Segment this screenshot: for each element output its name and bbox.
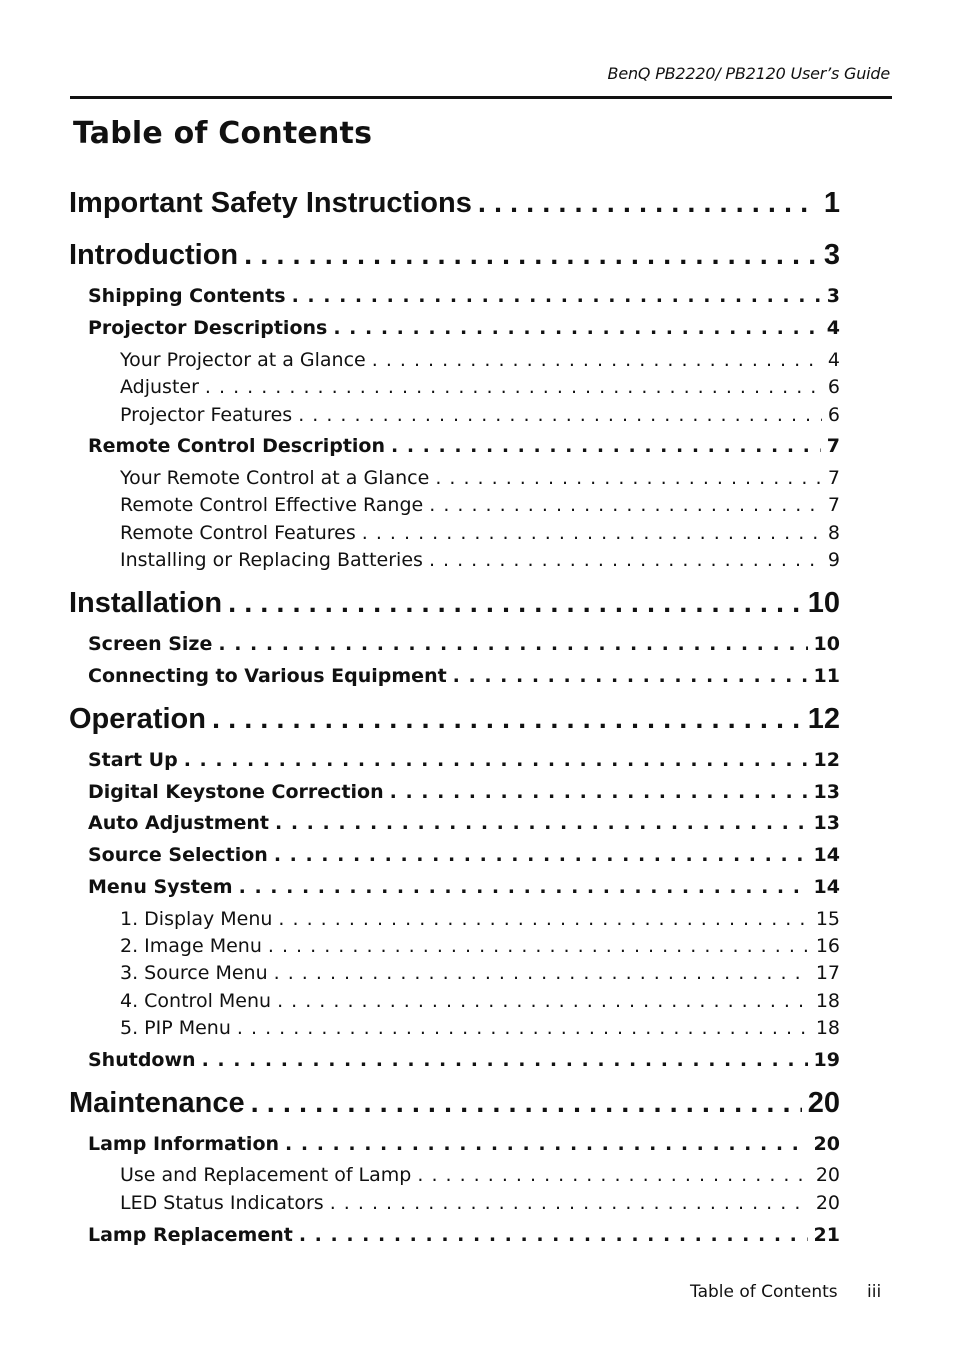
toc-entry-menu-system[interactable] <box>88 876 840 898</box>
toc-entry-operation[interactable] <box>69 703 840 736</box>
leader-dots <box>268 844 808 866</box>
toc-page: 9 <box>827 549 840 571</box>
toc-label: 3. Source Menu <box>120 962 268 984</box>
toc-page: 4 <box>827 349 840 371</box>
toc-label: Use and Replacement of Lamp <box>120 1164 412 1186</box>
toc-entry-shipping-contents[interactable] <box>88 285 840 307</box>
toc-page: 7 <box>826 435 840 457</box>
toc-entry-shutdown[interactable] <box>88 1049 840 1071</box>
toc-label: Menu System <box>88 876 233 898</box>
toc-entry-source-menu[interactable] <box>120 962 840 984</box>
leader-dots <box>178 749 808 771</box>
toc-label: 5. PIP Menu <box>120 1017 231 1039</box>
running-header: BenQ PB2220/ PB2120 User’s Guide <box>607 64 890 83</box>
toc-entry-adjuster[interactable] <box>120 376 840 398</box>
toc-page: 11 <box>813 665 840 687</box>
toc-page: 18 <box>815 1017 840 1039</box>
page-title: Table of Contents <box>73 116 373 151</box>
leader-dots <box>268 962 810 984</box>
toc-entry-projector-descriptions[interactable] <box>88 317 840 339</box>
toc-page: 15 <box>815 908 840 930</box>
toc-label: Maintenance <box>69 1087 245 1119</box>
toc-label: Introduction <box>69 239 239 271</box>
leader-dots <box>279 1133 808 1155</box>
leader-dots <box>271 990 810 1012</box>
toc-label: Remote Control Effective Range <box>120 494 424 516</box>
toc-entry-auto-adjustment[interactable] <box>88 812 840 834</box>
toc-entry-projector-at-glance[interactable] <box>120 349 840 371</box>
leader-dots <box>196 1049 808 1071</box>
leader-dots <box>286 285 821 307</box>
toc-entry-start-up[interactable] <box>88 749 840 771</box>
toc-label: Lamp Replacement <box>88 1224 293 1246</box>
toc-entry-maintenance[interactable] <box>69 1087 840 1120</box>
toc-entry-connecting-equipment[interactable] <box>88 665 840 687</box>
toc-label: Shutdown <box>88 1049 196 1071</box>
leader-dots <box>292 404 822 426</box>
leader-dots <box>212 633 807 655</box>
leader-dots <box>411 1164 809 1186</box>
toc-label: Adjuster <box>120 376 199 398</box>
toc-label: Shipping Contents <box>88 285 286 307</box>
toc-page: 19 <box>813 1049 840 1071</box>
leader-dots <box>385 435 821 457</box>
toc-page: 20 <box>807 1087 840 1119</box>
toc-entry-screen-size[interactable] <box>88 633 840 655</box>
toc-label: Connecting to Various Equipment <box>88 665 447 687</box>
leader-dots <box>356 522 822 544</box>
leader-dots <box>423 549 822 571</box>
leader-dots <box>366 349 822 371</box>
toc-entry-lamp-replacement[interactable] <box>88 1224 840 1246</box>
toc-page: 13 <box>813 781 840 803</box>
leader-dots <box>262 935 810 957</box>
toc-page: 4 <box>826 317 840 339</box>
toc-page: 7 <box>827 494 840 516</box>
leader-dots <box>233 876 808 898</box>
toc-page: 20 <box>815 1164 840 1186</box>
toc-page: 18 <box>815 990 840 1012</box>
toc-label: Digital Keystone Correction <box>88 781 384 803</box>
toc-entry-remote-features[interactable] <box>120 522 840 544</box>
toc-page: 14 <box>813 844 840 866</box>
toc-label: 1. Display Menu <box>120 908 273 930</box>
toc-entry-batteries[interactable] <box>120 549 840 571</box>
toc-entry-digital-keystone[interactable] <box>88 781 840 803</box>
leader-dots <box>327 317 820 339</box>
toc-entry-remote-at-glance[interactable] <box>120 467 840 489</box>
toc-page: 3 <box>823 239 840 271</box>
toc-entry-introduction[interactable] <box>69 239 840 272</box>
toc-page: 16 <box>815 935 840 957</box>
toc-page: 6 <box>827 376 840 398</box>
toc-label: LED Status Indicators <box>120 1192 324 1214</box>
toc-label: Source Selection <box>88 844 268 866</box>
leader-dots <box>206 703 802 736</box>
leader-dots <box>447 665 808 687</box>
toc-entry-image-menu[interactable] <box>120 935 840 957</box>
leader-dots <box>269 812 808 834</box>
toc-label: Installing or Replacing Batteries <box>120 549 423 571</box>
toc-label: Remote Control Description <box>88 435 385 457</box>
toc-page: 6 <box>827 404 840 426</box>
toc-label: Your Remote Control at a Glance <box>120 467 430 489</box>
toc-page: 10 <box>807 587 840 619</box>
toc-page: 21 <box>813 1224 840 1246</box>
toc-label: Screen Size <box>88 633 213 655</box>
toc-page: 8 <box>827 522 840 544</box>
leader-dots <box>199 376 822 398</box>
toc-page: 7 <box>827 467 840 489</box>
leader-dots <box>429 467 822 489</box>
toc-entry-projector-features[interactable] <box>120 404 840 426</box>
toc-entry-display-menu[interactable] <box>120 908 840 930</box>
toc-label: Important Safety Instructions <box>69 187 472 219</box>
toc-entry-source-selection[interactable] <box>88 844 840 866</box>
toc-page: 12 <box>813 749 840 771</box>
leader-dots <box>222 587 802 620</box>
leader-dots <box>384 781 808 803</box>
toc-page: 10 <box>813 633 840 655</box>
toc-page: 20 <box>813 1133 840 1155</box>
leader-dots <box>272 908 809 930</box>
toc-label: Lamp Information <box>88 1133 280 1155</box>
toc-entry-led-status[interactable] <box>120 1192 840 1214</box>
toc-page: 20 <box>815 1192 840 1214</box>
toc-label: Start Up <box>88 749 178 771</box>
toc-entry-remote-control-description[interactable] <box>88 435 840 457</box>
toc-page: 1 <box>823 187 840 219</box>
toc-page: 13 <box>813 812 840 834</box>
toc-label: Projector Descriptions <box>88 317 328 339</box>
toc-label: Operation <box>69 703 206 735</box>
leader-dots <box>472 187 818 220</box>
toc-label: Auto Adjustment <box>88 812 270 834</box>
toc-entry-installation[interactable] <box>69 587 840 620</box>
footer-page-number: iii <box>867 1282 882 1302</box>
toc-label: Remote Control Features <box>120 522 356 544</box>
toc-label: Projector Features <box>120 404 293 426</box>
leader-dots <box>231 1017 810 1039</box>
toc-entry-control-menu[interactable] <box>120 990 840 1012</box>
toc-entry-important-safety[interactable] <box>69 187 840 220</box>
leader-dots <box>238 239 818 272</box>
leader-dots <box>324 1192 810 1214</box>
toc-page: 17 <box>815 962 840 984</box>
toc-label: 4. Control Menu <box>120 990 272 1012</box>
footer-section-label: Table of Contents <box>690 1282 838 1302</box>
toc-label: Your Projector at a Glance <box>120 349 366 371</box>
toc-label: 2. Image Menu <box>120 935 262 957</box>
toc-page: 12 <box>807 703 840 735</box>
leader-dots <box>245 1087 802 1120</box>
toc-entry-lamp-use-replacement[interactable] <box>120 1164 840 1186</box>
toc-entry-lamp-information[interactable] <box>88 1133 840 1155</box>
leader-dots <box>423 494 822 516</box>
toc-page: 14 <box>813 876 840 898</box>
leader-dots <box>293 1224 808 1246</box>
toc-label: Installation <box>69 587 223 619</box>
toc-page: 3 <box>826 285 840 307</box>
toc-entry-remote-effective-range[interactable] <box>120 494 840 516</box>
toc-entry-pip-menu[interactable] <box>120 1017 840 1039</box>
